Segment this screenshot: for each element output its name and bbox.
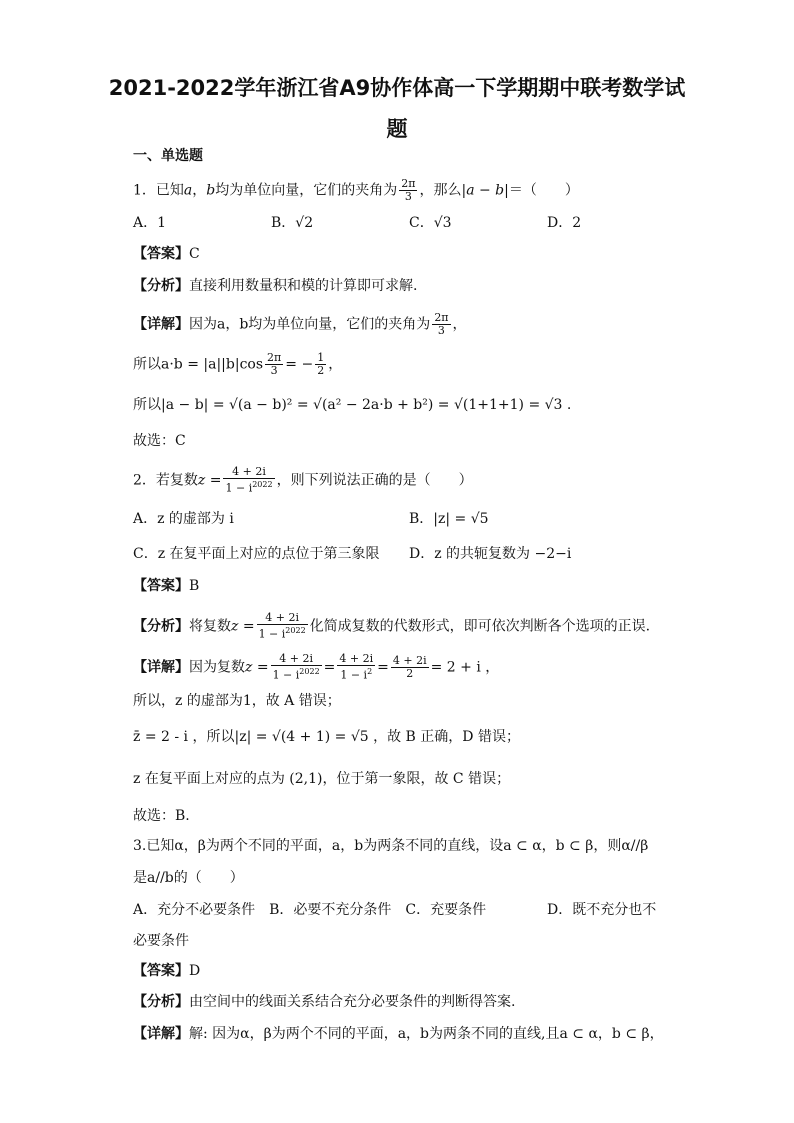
option-d: D．z 的共轭复数为 −2−i [409, 546, 572, 562]
analysis: 【分析】直接利用数量积和模的计算即可求解. [133, 278, 418, 294]
question-3-stem-continued: 是a//b的（ ） [133, 870, 244, 886]
detail-step: 所以，z 的虚部为1，故 A 错误； [133, 693, 341, 709]
analysis: 【分析】由空间中的线面关系结合充分必要条件的判断得答案. [133, 994, 516, 1010]
choose: 故选：B. [133, 808, 190, 824]
choose: 故选：C [133, 433, 186, 449]
answer: 【答案】D [133, 963, 201, 979]
analysis: 【分析】将复数z = $\frac{4 + 2i}{1 - i^{2022}}$ 化简成复数的代数形式，即可依次判断各个选项的正误. [133, 611, 651, 641]
detail: 【详解】解: 因为α，β为两个不同的平面，a，b为两条不同的直线,且a ⊂ α，b ⊂ β， [133, 1026, 664, 1042]
detail: 【详解】因为a，b均为单位向量，它们的夹角为 $\frac{2\pi}{3}$ ， [133, 311, 467, 337]
detail-step: 所以a·b = |a||b|cos $\frac{2\pi}{3}$ = − $\frac{1}{2}$ ， [133, 351, 343, 377]
option-d: D．2 [547, 215, 582, 231]
answer: 【答案】B [133, 578, 200, 594]
options-abc: A．充分不必要条件 B．必要不充分条件 C．充要条件 [133, 902, 487, 918]
question-3-stem: 3.已知α，β为两个不同的平面，a，b为两条不同的直线，设a ⊂ α，b ⊂ β，则α//β [133, 838, 649, 854]
detail-step: z 在复平面上对应的点为 (2,1)，位于第一象限，故 C 错误； [133, 771, 511, 787]
question-2-stem: 2．若复数z = $\frac{4 + 2i}{1 - i^{2022}}$ ，则下列说法正确的是（ ） [133, 465, 473, 495]
option-d-continued: 必要条件 [133, 933, 189, 949]
page-title-continued: 题 [386, 117, 408, 141]
option-c: C．z 在复平面上对应的点位于第三象限 [133, 546, 380, 562]
option-b: B．√2 [271, 215, 314, 231]
detail-step: 所以|a − b| = √(a − b)² = √(a² − 2a·b + b²) = √(1+1+1) = √3 . [133, 397, 572, 413]
answer: 【答案】C [133, 246, 200, 262]
option-d: D．既不充分也不 [547, 902, 657, 918]
question-1-stem: 1．已知a，b均为单位向量，它们的夹角为 $\frac{2\pi}{3}$ ，那么|a − b|＝（ ） [133, 177, 579, 203]
option-b: B．|z| = √5 [409, 511, 489, 527]
fraction: $\frac{2\pi}{3}$ [401, 177, 416, 203]
option-c: C．√3 [409, 215, 452, 231]
page-title: 2021-2022学年浙江省A9协作体高一下学期期中联考数学试 [108, 76, 686, 100]
detail: 【详解】因为复数z = $\frac{4 + 2i}{1 - i^{2022}}$ = $\frac{4 + 2i}{1 - i^2}$ = $\frac{4 + 2i}{2}$ = 2 + i ， [133, 652, 500, 682]
option-a: A．z 的虚部为 i [133, 511, 234, 527]
detail-step: z̄ = 2 - i ，所以|z| = √(4 + 1) = √5 ，故 B 正确，D 错误； [133, 729, 520, 745]
option-a: A．1 [133, 215, 167, 231]
section-heading: 一、单选题 [133, 148, 203, 164]
